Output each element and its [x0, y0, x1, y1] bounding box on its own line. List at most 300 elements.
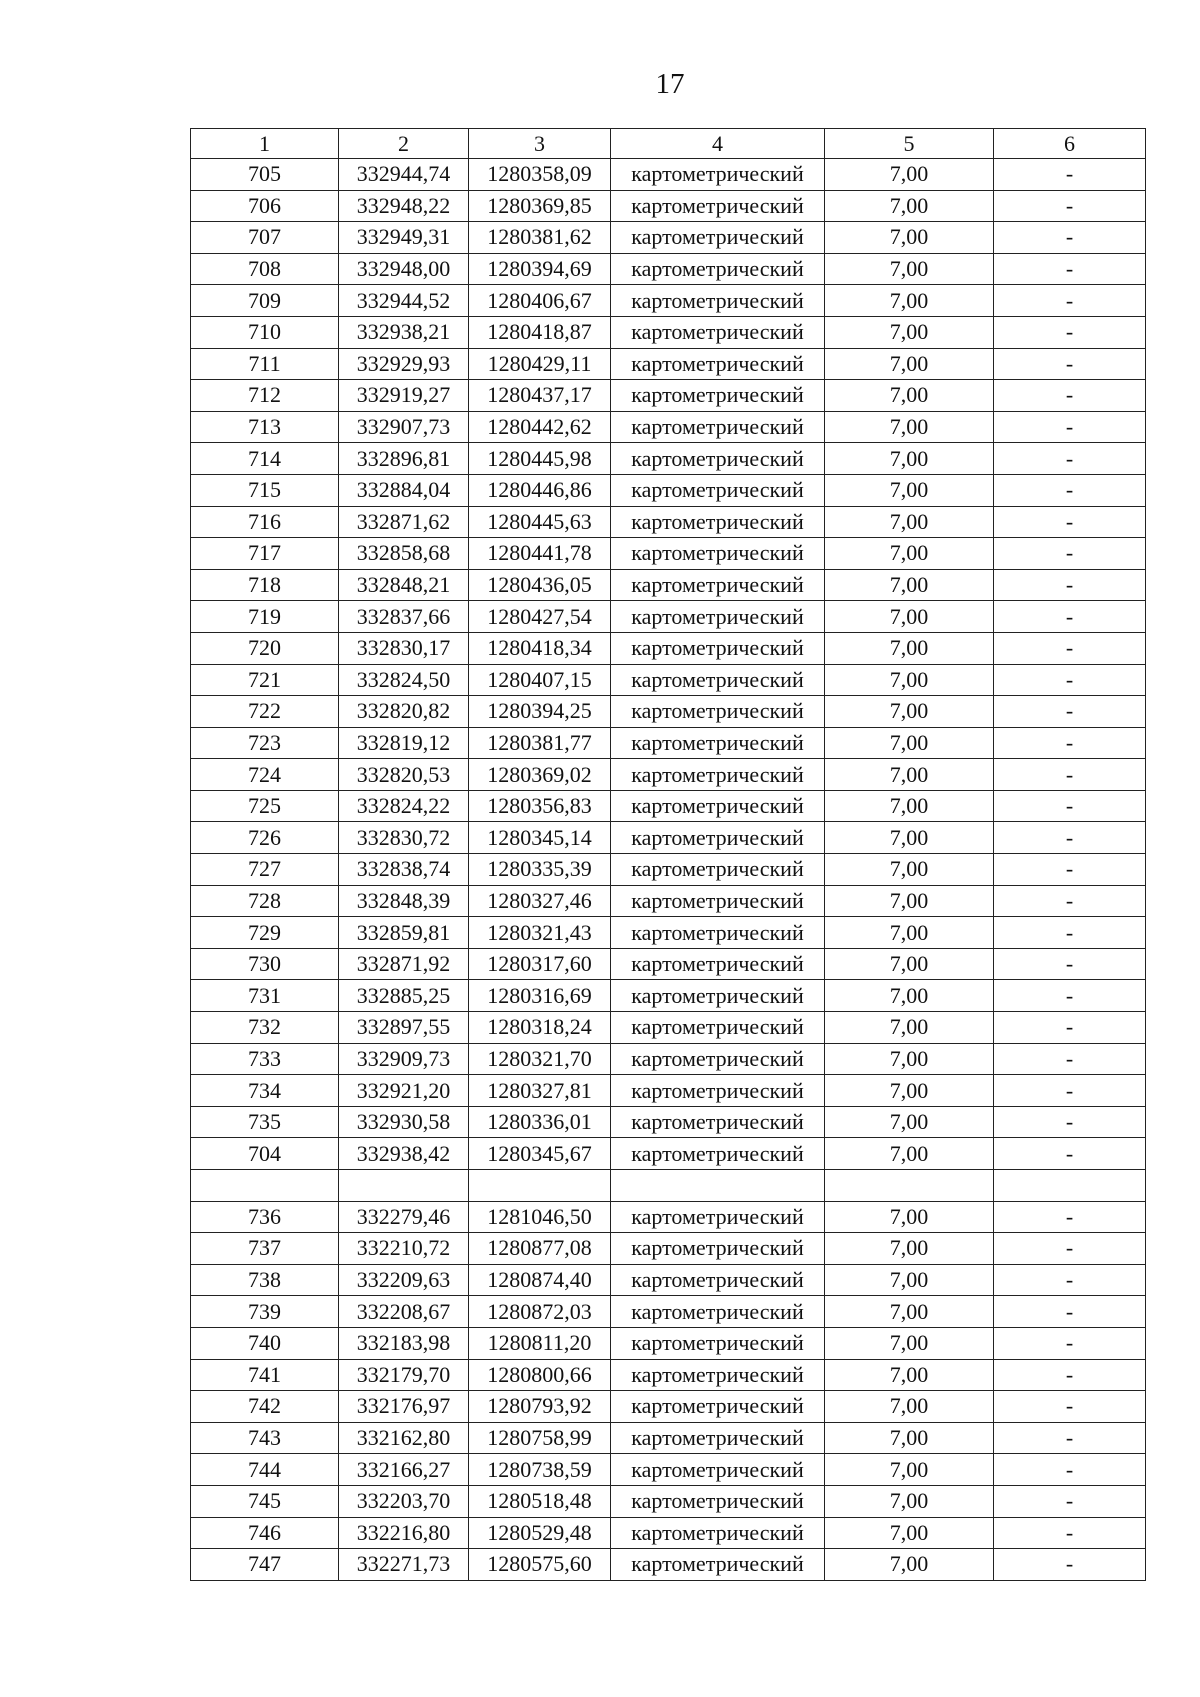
method-cell: картометрический — [611, 253, 825, 285]
table-row — [191, 285, 1146, 317]
point-number-cell: 719 — [191, 601, 339, 633]
point-number-cell: 731 — [191, 980, 339, 1012]
method-cell: картометрический — [611, 664, 825, 696]
point-number-cell: 735 — [191, 1106, 339, 1138]
x-coordinate-cell: 332848,21 — [339, 569, 469, 601]
note-cell: - — [994, 917, 1146, 949]
note-cell: - — [994, 1075, 1146, 1107]
y-coordinate-cell: 1280316,69 — [469, 980, 611, 1012]
method-cell: картометрический — [611, 443, 825, 475]
method-cell: картометрический — [611, 222, 825, 254]
table-row — [191, 1170, 1146, 1202]
x-coordinate-cell: 332921,20 — [339, 1075, 469, 1107]
method-cell: картометрический — [611, 506, 825, 538]
accuracy-cell: 7,00 — [825, 727, 994, 759]
table-row — [191, 1296, 1146, 1328]
y-coordinate-cell: 1280327,46 — [469, 885, 611, 917]
note-cell — [994, 1170, 1146, 1202]
table-row — [191, 1138, 1146, 1170]
accuracy-cell: 7,00 — [825, 664, 994, 696]
accuracy-cell: 7,00 — [825, 854, 994, 886]
note-cell: - — [994, 1106, 1146, 1138]
point-number-cell: 739 — [191, 1296, 339, 1328]
note-cell: - — [994, 727, 1146, 759]
method-cell: картометрический — [611, 854, 825, 886]
y-coordinate-cell: 1280738,59 — [469, 1454, 611, 1486]
header-cell: 1 — [191, 129, 339, 159]
method-cell: картометрический — [611, 1012, 825, 1044]
x-coordinate-cell: 332907,73 — [339, 411, 469, 443]
method-cell: картометрический — [611, 538, 825, 570]
x-coordinate-cell: 332848,39 — [339, 885, 469, 917]
method-cell: картометрический — [611, 1075, 825, 1107]
note-cell: - — [994, 506, 1146, 538]
y-coordinate-cell: 1280358,09 — [469, 159, 611, 191]
note-cell: - — [994, 1454, 1146, 1486]
accuracy-cell: 7,00 — [825, 222, 994, 254]
note-cell: - — [994, 1264, 1146, 1296]
x-coordinate-cell: 332209,63 — [339, 1264, 469, 1296]
x-coordinate-cell: 332871,92 — [339, 948, 469, 980]
note-cell: - — [994, 1296, 1146, 1328]
note-cell: - — [994, 601, 1146, 633]
point-number-cell: 714 — [191, 443, 339, 475]
note-cell: - — [994, 474, 1146, 506]
y-coordinate-cell: 1280436,05 — [469, 569, 611, 601]
x-coordinate-cell: 332938,21 — [339, 316, 469, 348]
table-row — [191, 1012, 1146, 1044]
note-cell: - — [994, 1043, 1146, 1075]
point-number-cell: 725 — [191, 790, 339, 822]
point-number-cell: 707 — [191, 222, 339, 254]
accuracy-cell: 7,00 — [825, 285, 994, 317]
method-cell: картометрический — [611, 1043, 825, 1075]
method-cell: картометрический — [611, 1327, 825, 1359]
table-row — [191, 190, 1146, 222]
coordinates-table — [190, 128, 1146, 1581]
header-cell: 5 — [825, 129, 994, 159]
table-row — [191, 222, 1146, 254]
note-cell: - — [994, 190, 1146, 222]
method-cell: картометрический — [611, 696, 825, 728]
table-row — [191, 1391, 1146, 1423]
accuracy-cell: 7,00 — [825, 1012, 994, 1044]
y-coordinate-cell: 1280369,85 — [469, 190, 611, 222]
y-coordinate-cell: 1280800,66 — [469, 1359, 611, 1391]
method-cell: картометрический — [611, 1201, 825, 1233]
method-cell: картометрический — [611, 1391, 825, 1423]
accuracy-cell: 7,00 — [825, 474, 994, 506]
method-cell: картометрический — [611, 285, 825, 317]
note-cell: - — [994, 443, 1146, 475]
note-cell: - — [994, 1201, 1146, 1233]
point-number-cell: 726 — [191, 822, 339, 854]
table-row — [191, 316, 1146, 348]
point-number-cell: 733 — [191, 1043, 339, 1075]
point-number-cell: 730 — [191, 948, 339, 980]
point-number-cell: 723 — [191, 727, 339, 759]
note-cell: - — [994, 253, 1146, 285]
point-number-cell: 734 — [191, 1075, 339, 1107]
accuracy-cell: 7,00 — [825, 253, 994, 285]
x-coordinate-cell: 332216,80 — [339, 1517, 469, 1549]
table-row — [191, 1233, 1146, 1265]
accuracy-cell: 7,00 — [825, 1233, 994, 1265]
y-coordinate-cell: 1280429,11 — [469, 348, 611, 380]
table-row — [191, 1485, 1146, 1517]
y-coordinate-cell: 1280381,77 — [469, 727, 611, 759]
accuracy-cell — [825, 1170, 994, 1202]
accuracy-cell: 7,00 — [825, 980, 994, 1012]
note-cell: - — [994, 222, 1146, 254]
y-coordinate-cell: 1280427,54 — [469, 601, 611, 633]
y-coordinate-cell: 1280345,67 — [469, 1138, 611, 1170]
note-cell: - — [994, 1233, 1146, 1265]
accuracy-cell: 7,00 — [825, 411, 994, 443]
accuracy-cell: 7,00 — [825, 1454, 994, 1486]
y-coordinate-cell: 1280406,67 — [469, 285, 611, 317]
y-coordinate-cell: 1280446,86 — [469, 474, 611, 506]
table-row — [191, 253, 1146, 285]
y-coordinate-cell: 1280335,39 — [469, 854, 611, 886]
y-coordinate-cell: 1280394,25 — [469, 696, 611, 728]
note-cell: - — [994, 348, 1146, 380]
accuracy-cell: 7,00 — [825, 1138, 994, 1170]
accuracy-cell: 7,00 — [825, 316, 994, 348]
note-cell: - — [994, 1327, 1146, 1359]
header-cell: 4 — [611, 129, 825, 159]
method-cell: картометрический — [611, 1233, 825, 1265]
table-row — [191, 664, 1146, 696]
method-cell: картометрический — [611, 1264, 825, 1296]
table-row — [191, 1517, 1146, 1549]
note-cell: - — [994, 316, 1146, 348]
method-cell: картометрический — [611, 190, 825, 222]
x-coordinate-cell: 332871,62 — [339, 506, 469, 538]
note-cell: - — [994, 948, 1146, 980]
note-cell: - — [994, 1549, 1146, 1581]
x-coordinate-cell: 332820,53 — [339, 759, 469, 791]
point-number-cell: 742 — [191, 1391, 339, 1423]
note-cell: - — [994, 854, 1146, 886]
x-coordinate-cell: 332884,04 — [339, 474, 469, 506]
y-coordinate-cell: 1280327,81 — [469, 1075, 611, 1107]
note-cell: - — [994, 696, 1146, 728]
y-coordinate-cell: 1280877,08 — [469, 1233, 611, 1265]
table-row — [191, 159, 1146, 191]
y-coordinate-cell: 1280321,70 — [469, 1043, 611, 1075]
method-cell: картометрический — [611, 1422, 825, 1454]
x-coordinate-cell: 332830,72 — [339, 822, 469, 854]
point-number-cell: 708 — [191, 253, 339, 285]
note-cell: - — [994, 790, 1146, 822]
accuracy-cell: 7,00 — [825, 443, 994, 475]
table-row — [191, 1549, 1146, 1581]
x-coordinate-cell: 332897,55 — [339, 1012, 469, 1044]
x-coordinate-cell: 332210,72 — [339, 1233, 469, 1265]
point-number-cell: 736 — [191, 1201, 339, 1233]
accuracy-cell: 7,00 — [825, 1517, 994, 1549]
point-number-cell: 721 — [191, 664, 339, 696]
x-coordinate-cell: 332858,68 — [339, 538, 469, 570]
x-coordinate-cell: 332885,25 — [339, 980, 469, 1012]
method-cell: картометрический — [611, 1359, 825, 1391]
note-cell: - — [994, 1422, 1146, 1454]
note-cell: - — [994, 538, 1146, 570]
point-number-cell: 709 — [191, 285, 339, 317]
y-coordinate-cell: 1280793,92 — [469, 1391, 611, 1423]
table-row — [191, 759, 1146, 791]
y-coordinate-cell: 1280437,17 — [469, 380, 611, 412]
table-row — [191, 506, 1146, 538]
accuracy-cell: 7,00 — [825, 159, 994, 191]
y-coordinate-cell: 1280811,20 — [469, 1327, 611, 1359]
y-coordinate-cell: 1280418,87 — [469, 316, 611, 348]
accuracy-cell: 7,00 — [825, 538, 994, 570]
accuracy-cell: 7,00 — [825, 1391, 994, 1423]
method-cell: картометрический — [611, 569, 825, 601]
note-cell: - — [994, 632, 1146, 664]
method-cell: картометрический — [611, 411, 825, 443]
y-coordinate-cell: 1280321,43 — [469, 917, 611, 949]
x-coordinate-cell: 332948,00 — [339, 253, 469, 285]
accuracy-cell: 7,00 — [825, 348, 994, 380]
x-coordinate-cell: 332824,50 — [339, 664, 469, 696]
y-coordinate-cell: 1280575,60 — [469, 1549, 611, 1581]
note-cell: - — [994, 159, 1146, 191]
accuracy-cell: 7,00 — [825, 569, 994, 601]
accuracy-cell: 7,00 — [825, 1201, 994, 1233]
x-coordinate-cell: 332838,74 — [339, 854, 469, 886]
table-row — [191, 380, 1146, 412]
x-coordinate-cell: 332166,27 — [339, 1454, 469, 1486]
y-coordinate-cell: 1280418,34 — [469, 632, 611, 664]
table-row — [191, 1201, 1146, 1233]
x-coordinate-cell: 332820,82 — [339, 696, 469, 728]
point-number-cell — [191, 1170, 339, 1202]
point-number-cell: 706 — [191, 190, 339, 222]
accuracy-cell: 7,00 — [825, 822, 994, 854]
point-number-cell: 740 — [191, 1327, 339, 1359]
table-row — [191, 1454, 1146, 1486]
x-coordinate-cell: 332183,98 — [339, 1327, 469, 1359]
point-number-cell: 715 — [191, 474, 339, 506]
table-row — [191, 948, 1146, 980]
method-cell: картометрический — [611, 348, 825, 380]
y-coordinate-cell: 1280336,01 — [469, 1106, 611, 1138]
y-coordinate-cell: 1280407,15 — [469, 664, 611, 696]
x-coordinate-cell: 332824,22 — [339, 790, 469, 822]
point-number-cell: 737 — [191, 1233, 339, 1265]
method-cell: картометрический — [611, 1549, 825, 1581]
y-coordinate-cell: 1280356,83 — [469, 790, 611, 822]
method-cell: картометрический — [611, 759, 825, 791]
point-number-cell: 724 — [191, 759, 339, 791]
x-coordinate-cell: 332819,12 — [339, 727, 469, 759]
method-cell: картометрический — [611, 822, 825, 854]
accuracy-cell: 7,00 — [825, 790, 994, 822]
point-number-cell: 729 — [191, 917, 339, 949]
note-cell: - — [994, 1517, 1146, 1549]
method-cell: картометрический — [611, 1517, 825, 1549]
table-row — [191, 1359, 1146, 1391]
method-cell: картометрический — [611, 1296, 825, 1328]
point-number-cell: 711 — [191, 348, 339, 380]
y-coordinate-cell: 1280758,99 — [469, 1422, 611, 1454]
note-cell: - — [994, 664, 1146, 696]
accuracy-cell: 7,00 — [825, 1264, 994, 1296]
table-row — [191, 917, 1146, 949]
accuracy-cell: 7,00 — [825, 1043, 994, 1075]
y-coordinate-cell: 1280518,48 — [469, 1485, 611, 1517]
x-coordinate-cell: 332179,70 — [339, 1359, 469, 1391]
note-cell: - — [994, 285, 1146, 317]
point-number-cell: 716 — [191, 506, 339, 538]
note-cell: - — [994, 885, 1146, 917]
y-coordinate-cell: 1280317,60 — [469, 948, 611, 980]
accuracy-cell: 7,00 — [825, 885, 994, 917]
accuracy-cell: 7,00 — [825, 190, 994, 222]
x-coordinate-cell: 332279,46 — [339, 1201, 469, 1233]
accuracy-cell: 7,00 — [825, 601, 994, 633]
note-cell: - — [994, 822, 1146, 854]
x-coordinate-cell: 332929,93 — [339, 348, 469, 380]
table-row — [191, 1106, 1146, 1138]
method-cell — [611, 1170, 825, 1202]
table-row — [191, 1422, 1146, 1454]
x-coordinate-cell: 332949,31 — [339, 222, 469, 254]
accuracy-cell: 7,00 — [825, 1485, 994, 1517]
point-number-cell: 705 — [191, 159, 339, 191]
table-row — [191, 411, 1146, 443]
y-coordinate-cell: 1280445,98 — [469, 443, 611, 475]
x-coordinate-cell: 332944,52 — [339, 285, 469, 317]
x-coordinate-cell: 332909,73 — [339, 1043, 469, 1075]
x-coordinate-cell — [339, 1170, 469, 1202]
point-number-cell: 744 — [191, 1454, 339, 1486]
method-cell: картометрический — [611, 632, 825, 664]
method-cell: картометрический — [611, 1485, 825, 1517]
accuracy-cell: 7,00 — [825, 1106, 994, 1138]
accuracy-cell: 7,00 — [825, 917, 994, 949]
point-number-cell: 732 — [191, 1012, 339, 1044]
point-number-cell: 704 — [191, 1138, 339, 1170]
method-cell: картометрический — [611, 885, 825, 917]
y-coordinate-cell: 1280872,03 — [469, 1296, 611, 1328]
table-row — [191, 632, 1146, 664]
table-row — [191, 790, 1146, 822]
x-coordinate-cell: 332162,80 — [339, 1422, 469, 1454]
accuracy-cell: 7,00 — [825, 696, 994, 728]
y-coordinate-cell: 1280345,14 — [469, 822, 611, 854]
method-cell: картометрический — [611, 727, 825, 759]
x-coordinate-cell: 332208,67 — [339, 1296, 469, 1328]
accuracy-cell: 7,00 — [825, 380, 994, 412]
table-row — [191, 822, 1146, 854]
table-row — [191, 601, 1146, 633]
x-coordinate-cell: 332176,97 — [339, 1391, 469, 1423]
point-number-cell: 722 — [191, 696, 339, 728]
accuracy-cell: 7,00 — [825, 1422, 994, 1454]
table-row — [191, 538, 1146, 570]
method-cell: картометрический — [611, 948, 825, 980]
y-coordinate-cell: 1280381,62 — [469, 222, 611, 254]
accuracy-cell: 7,00 — [825, 506, 994, 538]
table-row — [191, 1075, 1146, 1107]
note-cell: - — [994, 1485, 1146, 1517]
y-coordinate-cell: 1280442,62 — [469, 411, 611, 443]
point-number-cell: 746 — [191, 1517, 339, 1549]
x-coordinate-cell: 332203,70 — [339, 1485, 469, 1517]
point-number-cell: 717 — [191, 538, 339, 570]
point-number-cell: 738 — [191, 1264, 339, 1296]
accuracy-cell: 7,00 — [825, 1075, 994, 1107]
method-cell: картометрический — [611, 601, 825, 633]
y-coordinate-cell: 1280394,69 — [469, 253, 611, 285]
table-body — [191, 129, 1146, 1581]
method-cell: картометрический — [611, 980, 825, 1012]
note-cell: - — [994, 980, 1146, 1012]
point-number-cell: 718 — [191, 569, 339, 601]
method-cell: картометрический — [611, 159, 825, 191]
x-coordinate-cell: 332948,22 — [339, 190, 469, 222]
accuracy-cell: 7,00 — [825, 632, 994, 664]
method-cell: картометрический — [611, 1106, 825, 1138]
accuracy-cell: 7,00 — [825, 948, 994, 980]
header-cell: 3 — [469, 129, 611, 159]
method-cell: картометрический — [611, 1138, 825, 1170]
y-coordinate-cell: 1281046,50 — [469, 1201, 611, 1233]
point-number-cell: 720 — [191, 632, 339, 664]
note-cell: - — [994, 411, 1146, 443]
page-number: 17 — [655, 68, 685, 100]
y-coordinate-cell: 1280441,78 — [469, 538, 611, 570]
point-number-cell: 728 — [191, 885, 339, 917]
y-coordinate-cell: 1280318,24 — [469, 1012, 611, 1044]
note-cell: - — [994, 1391, 1146, 1423]
y-coordinate-cell: 1280529,48 — [469, 1517, 611, 1549]
note-cell: - — [994, 1012, 1146, 1044]
accuracy-cell: 7,00 — [825, 1296, 994, 1328]
table-row — [191, 474, 1146, 506]
table-header-row — [191, 129, 1146, 159]
point-number-cell: 710 — [191, 316, 339, 348]
point-number-cell: 747 — [191, 1549, 339, 1581]
method-cell: картометрический — [611, 474, 825, 506]
x-coordinate-cell: 332944,74 — [339, 159, 469, 191]
header-cell: 2 — [339, 129, 469, 159]
header-cell: 6 — [994, 129, 1146, 159]
method-cell: картометрический — [611, 917, 825, 949]
note-cell: - — [994, 759, 1146, 791]
x-coordinate-cell: 332830,17 — [339, 632, 469, 664]
method-cell: картометрический — [611, 790, 825, 822]
y-coordinate-cell: 1280445,63 — [469, 506, 611, 538]
method-cell: картометрический — [611, 380, 825, 412]
point-number-cell: 713 — [191, 411, 339, 443]
x-coordinate-cell: 332919,27 — [339, 380, 469, 412]
table-row — [191, 569, 1146, 601]
point-number-cell: 712 — [191, 380, 339, 412]
point-number-cell: 741 — [191, 1359, 339, 1391]
point-number-cell: 745 — [191, 1485, 339, 1517]
accuracy-cell: 7,00 — [825, 1327, 994, 1359]
table-row — [191, 696, 1146, 728]
note-cell: - — [994, 380, 1146, 412]
point-number-cell: 743 — [191, 1422, 339, 1454]
table-row — [191, 1043, 1146, 1075]
x-coordinate-cell: 332930,58 — [339, 1106, 469, 1138]
